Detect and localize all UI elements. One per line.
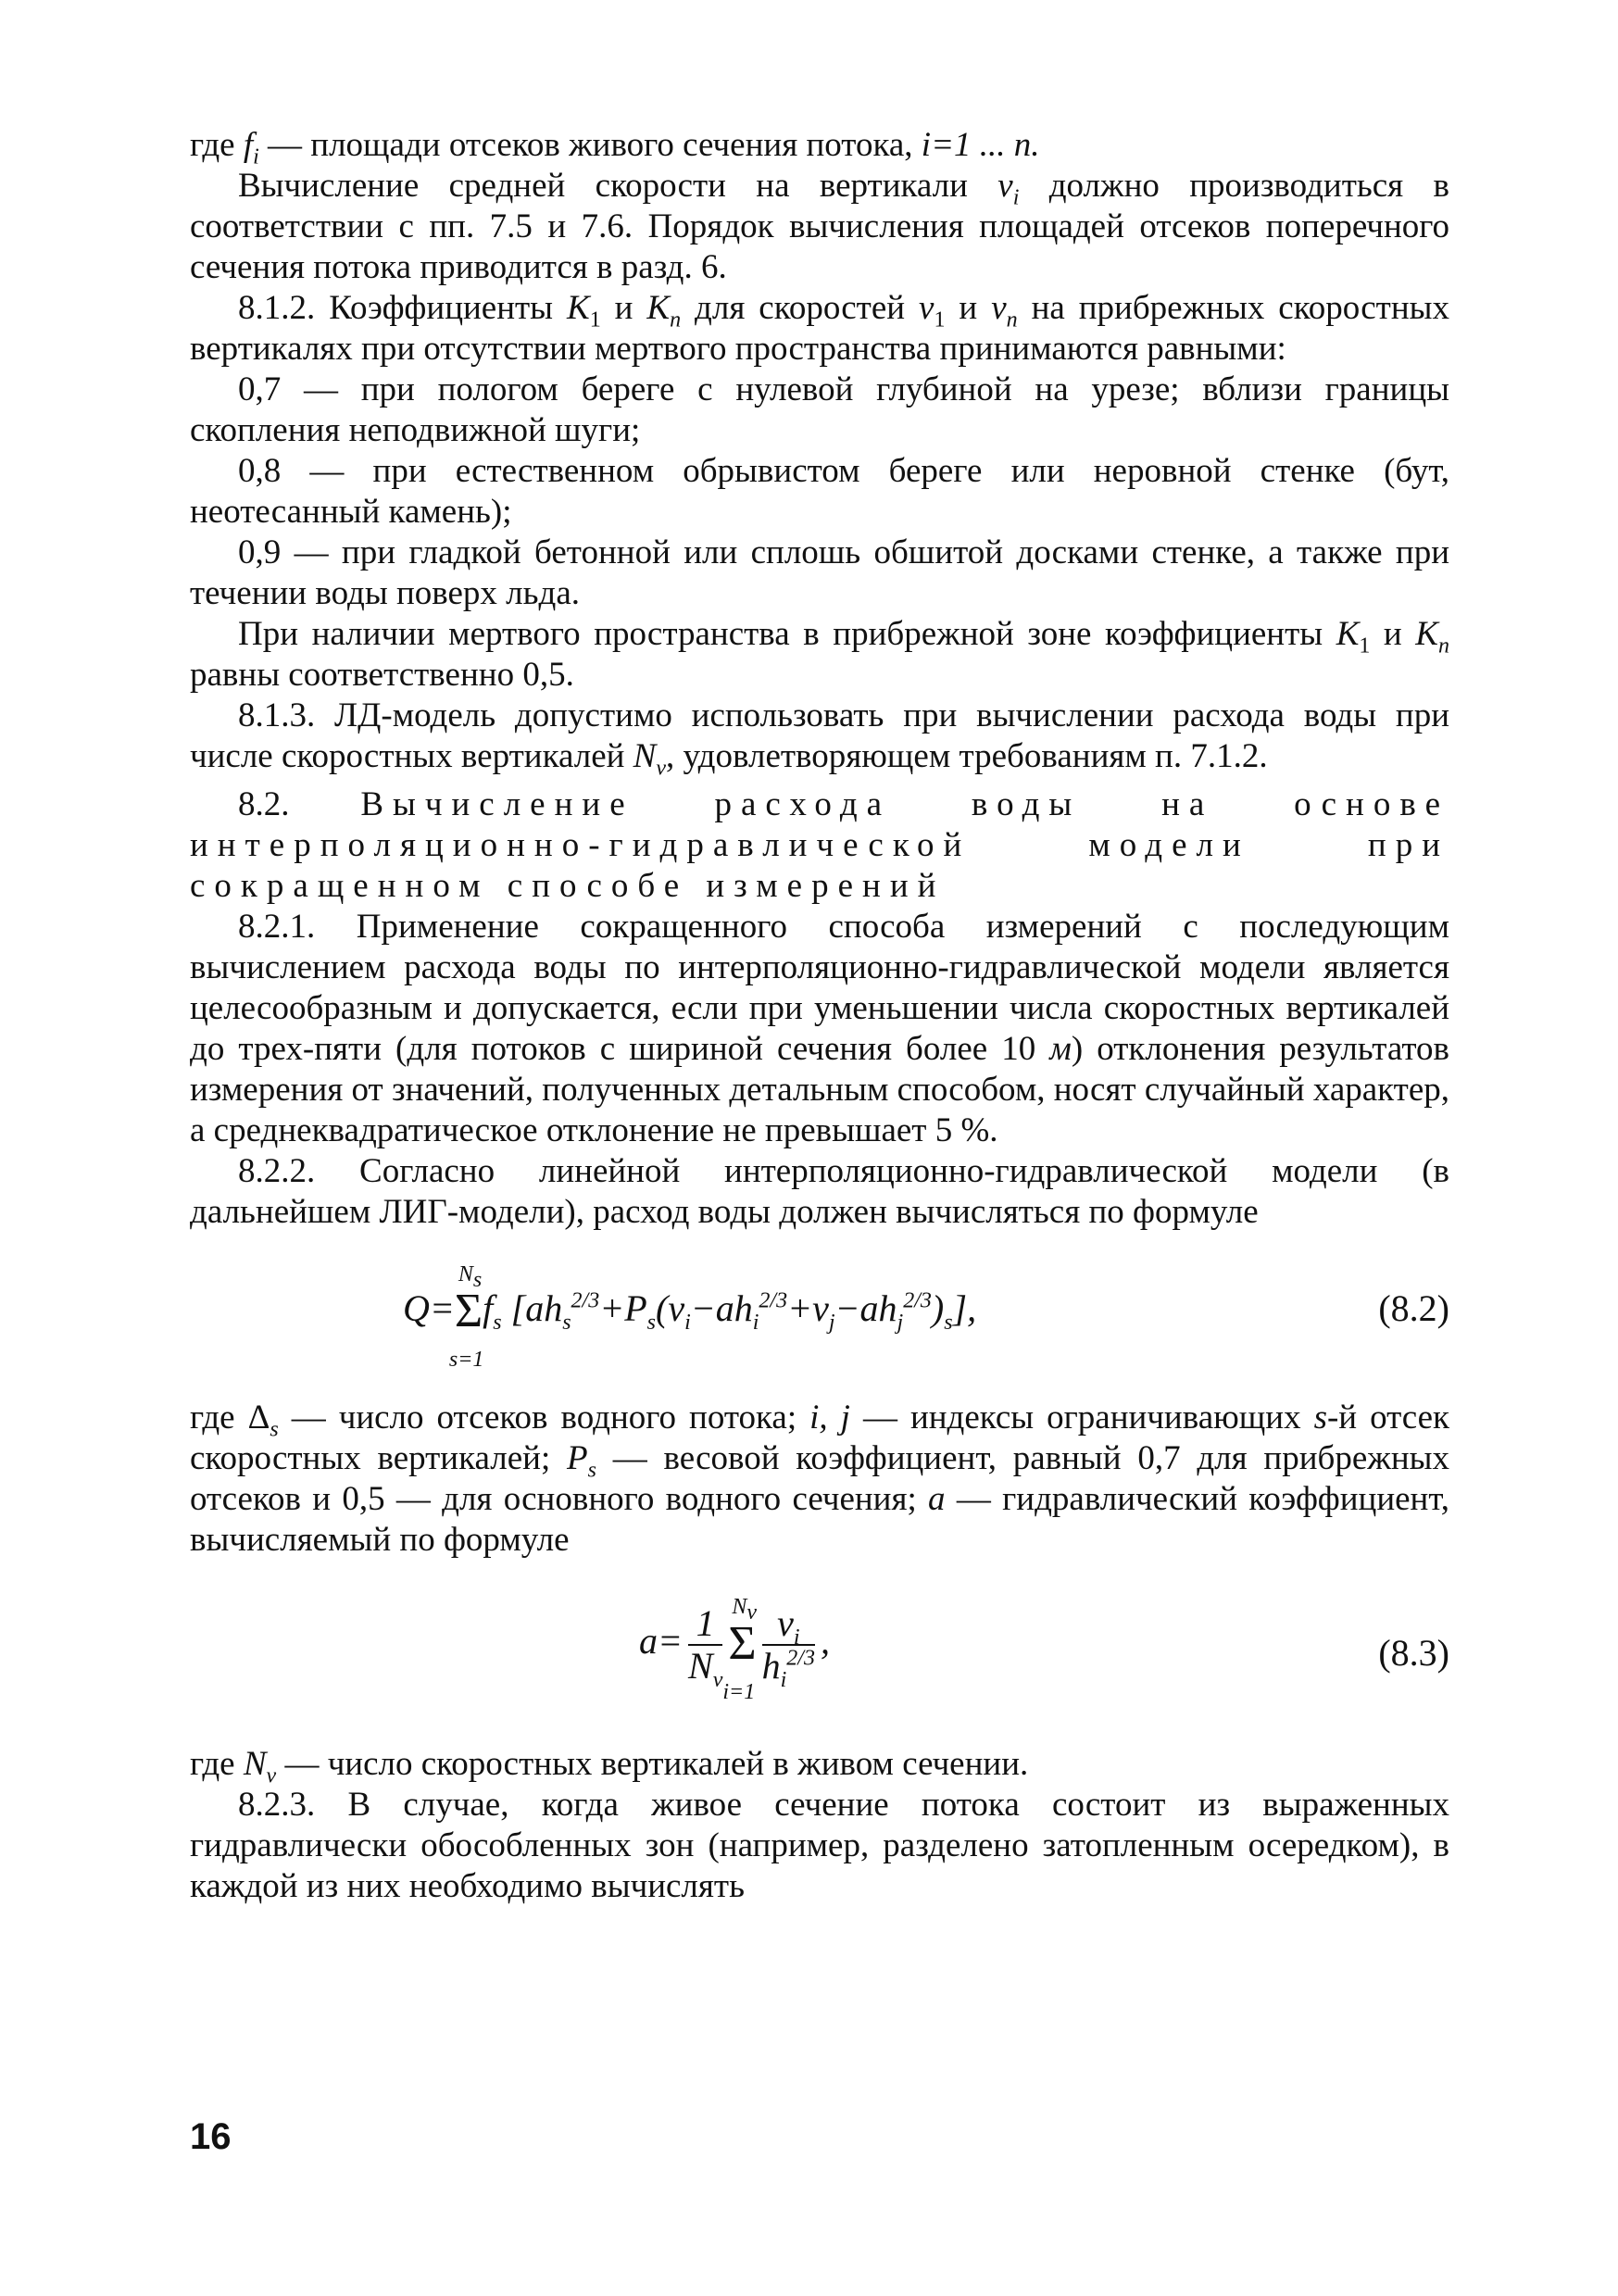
paragraph-mean-velocity: Вычисление средней скорости на вертикали $v_i$ должно производиться в соответствии с пп. 7.5 и 7.6. Порядок вычисления площадей отсеков поперечного сечения потока приводится в разд. 6.: [190, 167, 1449, 286]
formula-8-2: [190, 1253, 1449, 1374]
paragraph-where-delta: где $\Delta_s$ — число отсеков водного потока; i, j — индексы ограничивающих s-й отсек скоростных вертикалей; $P_s$ — весовой коэффициент, равный 0,7 для прибрежных отсеков и 0,5 — для основного водного сечения; a — гидравлический коэффициент, вычисляемый по формуле: [190, 1399, 1450, 1559]
paragraph-8-2-1: 8.2.1. Применение сокращенного способа измерений с последующим вычислением расхода воды по интерполяционно-гидравлической модели является целесообразным и допускается, если при уменьшении числа скоростных вертикалей до трех-пяти (для потоков с шириной сечения более 10 м) отклонения результатов измерения от значений, полученных детальным способом, носят случайный характер, а среднеквадратическое отклонение не превышает 5 %.: [190, 908, 1449, 1149]
paragraph-8-1-2: 8.1.2. Коэффициенты $K_1$ и $K_n$ для скоростей $v_1$ и $v_n$ на прибрежных скоростных вертикалях при отсутствии мертвого пространства принимаются равными:: [190, 289, 1449, 368]
paragraph-8-1-3: 8.1.3. ЛД-модель допустимо использовать при вычислении расхода воды при числе скоростных вертикалей $N_v$, удовлетворяющем требованиям п. 7.1.2.: [190, 696, 1449, 781]
paragraph-8-2-3: 8.2.3. В случае, когда живое сечение потока состоит из выраженных гидравлически обособленных зон (например, разделено затопленным осередком), в каждой из них необходимо вычислять: [190, 1786, 1449, 1905]
paragraph-where-fi: где $f_i$ — площади отсеков живого сечения потока, i=1 ... n.: [190, 126, 1040, 169]
formula-8-3-expression: a= $\frac{1}{N_v}$ Σ $N_v$ i=1 $\frac{v_i}{h_i^{2/3}}$ ,: [639, 1595, 830, 1705]
paragraph-8-2-2: 8.2.2. Согласно линейной интерполяционно-гидравлической модели (в дальнейшем ЛИГ-модели), расход воды должен вычисляться по формуле: [190, 1152, 1449, 1231]
fraction-one-over-nv: $\frac{1}{N_v}$: [688, 1602, 723, 1692]
coefficient-0-9: 0,9 — при гладкой бетонной или сплошь обшитой досками стенке, а также при течении воды поверх льда.: [190, 533, 1449, 612]
formula-8-2-expression: Q=Σ $N_s$ s=1 $f_s$ $[ah_s^{2/3}+P_s(v_i-ah_i^{2/3}+v_j-ah_j^{2/3})_s]$,: [403, 1262, 977, 1372]
fraction-v-over-h: $\frac{v_i}{h_i^{2/3}}$: [761, 1602, 815, 1692]
formula-8-3: [190, 1581, 1449, 1720]
paragraph-dead-space: При наличии мертвого пространства в прибрежной зоне коэффициенты $K_1$ и $K_n$ равны соответственно 0,5.: [190, 615, 1449, 694]
coefficient-0-7: 0,7 — при пологом береге с нулевой глубиной на урезе; вблизи границы скопления неподвижной шуги;: [190, 370, 1449, 449]
equation-number-8-2: (8.2): [1378, 1287, 1449, 1329]
coefficient-0-8: 0,8 — при естественном обрывистом береге или неровной стенке (бут, неотесанный камень);: [190, 452, 1449, 531]
equation-number-8-3: (8.3): [1378, 1632, 1449, 1674]
sum-sign: Σ $N_v$ i=1: [722, 1595, 758, 1705]
section-heading-8-2: 8.2. Вычисление расхода воды на основе интерполяционно-гидравлической модели при сокращенном способе измерений: [190, 785, 1449, 905]
paragraph-where-nv: где $N_v$ — число скоростных вертикалей в живом сечении.: [190, 1745, 1029, 1788]
page-number: 16: [190, 2116, 232, 2157]
text-column: [190, 125, 1449, 1907]
sum-sign: Σ $N_s$ s=1: [448, 1262, 484, 1372]
